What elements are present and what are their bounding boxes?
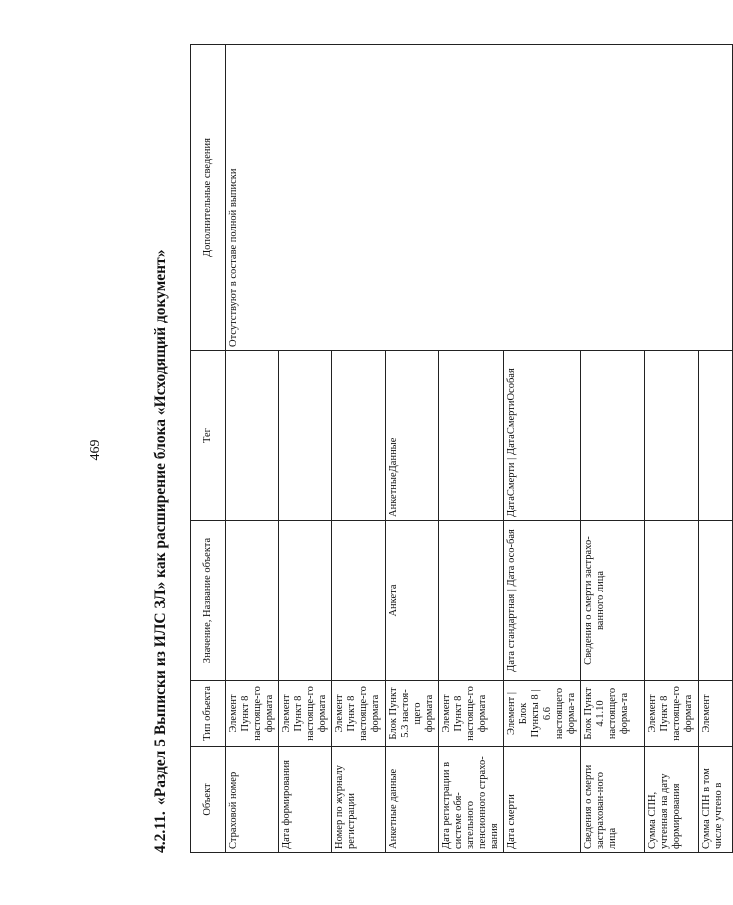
cell-type: Элемент Пункт 8 настояще-го формата bbox=[279, 681, 332, 747]
cell-object: Сумма СПН в том числе учтено в bbox=[699, 747, 733, 853]
cell-notes: Отсутствуют в составе полной выписки bbox=[226, 45, 733, 351]
cell-object: Сведения о смерти застрахован-ного лица bbox=[581, 747, 645, 853]
cell-type: Элемент bbox=[699, 681, 733, 747]
cell-tag bbox=[226, 351, 279, 521]
cell-value: Сведения о смерти застрахо-ванного лица bbox=[581, 521, 645, 681]
cell-value bbox=[279, 521, 332, 681]
cell-type: Элемент Пункт 8 настояще-го формата bbox=[439, 681, 504, 747]
cell-value bbox=[645, 521, 699, 681]
section-title: «Раздел 5 Выписки из ИЛС ЗЛ» как расширение блока «Исходящий документ» bbox=[152, 249, 169, 805]
cell-object: Сумма СПН, учтенная на дату формирования bbox=[645, 747, 699, 853]
cell-object: Анкетные данные bbox=[386, 747, 439, 853]
cell-value bbox=[226, 521, 279, 681]
cell-tag bbox=[332, 351, 386, 521]
cell-object: Страховой номер bbox=[226, 747, 279, 853]
spec-table bbox=[190, 44, 733, 853]
header-type: Тип объекта bbox=[191, 681, 226, 747]
cell-object: Номер по журналу регистрации bbox=[332, 747, 386, 853]
header-tag: Тег bbox=[191, 351, 226, 521]
section-heading bbox=[152, 45, 170, 853]
table-header-row bbox=[191, 45, 226, 853]
page-number: 469 bbox=[88, 439, 103, 461]
cell-tag bbox=[581, 351, 645, 521]
header-notes: Дополнительные сведения bbox=[191, 45, 226, 351]
cell-value bbox=[332, 521, 386, 681]
cell-tag bbox=[699, 351, 733, 521]
cell-value: Анкета bbox=[386, 521, 439, 681]
cell-type: Элемент | Блок Пункты 8 | 6.6 настоящего форма-та bbox=[504, 681, 581, 747]
header-value: Значение, Название объекта bbox=[191, 521, 226, 681]
header-object: Объект bbox=[191, 747, 226, 853]
cell-object: Дата смерти bbox=[504, 747, 581, 853]
cell-tag bbox=[439, 351, 504, 521]
cell-object: Дата формирования bbox=[279, 747, 332, 853]
cell-tag: ДатаСмерти | ДатаСмертиОсобая bbox=[504, 351, 581, 521]
cell-tag: АнкетныеДанные bbox=[386, 351, 439, 521]
section-number: 4.2.11. bbox=[152, 811, 169, 853]
cell-object: Дата регистрации в системе обя-зательного пенсионного страхо-вания bbox=[439, 747, 504, 853]
cell-type: Элемент Пункт 8 настояще-го формата bbox=[226, 681, 279, 747]
table-row bbox=[226, 45, 279, 853]
cell-value bbox=[699, 521, 733, 681]
cell-type: Элемент Пункт 8 настояще-го формата bbox=[332, 681, 386, 747]
cell-type: Блок Пункт 4.1.10 настоящего форма-та bbox=[581, 681, 645, 747]
rotated-page bbox=[88, 45, 724, 855]
cell-value: Дата стандартная | Дата осо-бая bbox=[504, 521, 581, 681]
cell-value bbox=[439, 521, 504, 681]
cell-type: Блок Пункт 5.3 настоя-щего формата bbox=[386, 681, 439, 747]
cell-tag bbox=[279, 351, 332, 521]
cell-type: Элемент Пункт 8 настояще-го формата bbox=[645, 681, 699, 747]
cell-tag bbox=[645, 351, 699, 521]
